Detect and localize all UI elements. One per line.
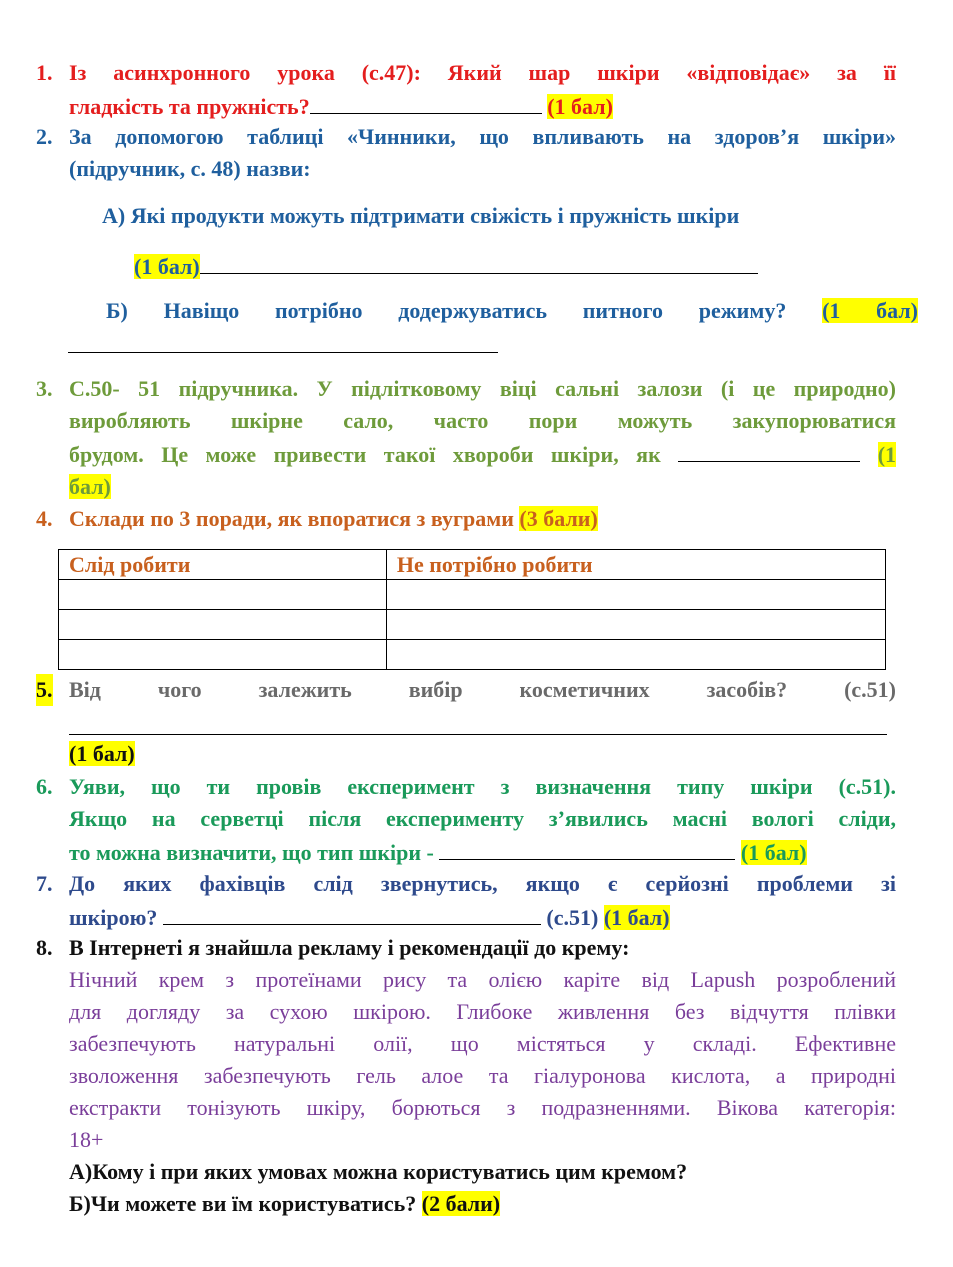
question-5 bbox=[36, 674, 896, 706]
question-8b: Б)Чи можете ви їм користуватись? bbox=[69, 1191, 417, 1216]
question-2 bbox=[36, 121, 896, 185]
question-4 bbox=[36, 503, 896, 535]
ad-line: 18+ bbox=[69, 1127, 104, 1152]
points-badge: (1 бал) bbox=[134, 254, 200, 279]
question-number: 2. bbox=[36, 124, 53, 149]
question-number: 6. bbox=[36, 774, 53, 799]
question-text: Уяви, що ти провів експеримент з визначення типу шкіри (с.51). bbox=[69, 774, 896, 799]
question-8 bbox=[36, 932, 896, 1220]
table-header: Не потрібно робити bbox=[386, 550, 885, 580]
question-number: 5. bbox=[36, 674, 53, 706]
points-badge: (2 бали) bbox=[421, 1191, 501, 1216]
question-number: 3. bbox=[36, 376, 53, 401]
table-row bbox=[59, 610, 886, 640]
answer-blank[interactable] bbox=[200, 249, 758, 274]
answer-blank[interactable] bbox=[68, 328, 498, 353]
question-text: (підручник, с. 48) назви: bbox=[69, 156, 311, 181]
points-badge: (1 бал) bbox=[740, 840, 807, 865]
question-text: Б) Навіщо потрібно додержуватись питного режиму? bbox=[106, 298, 787, 323]
table-header-row bbox=[59, 550, 886, 580]
points-badge: (1 бал) bbox=[69, 741, 135, 766]
question-6 bbox=[36, 771, 896, 869]
table-cell[interactable] bbox=[386, 640, 885, 670]
points-badge: (1 бал) bbox=[822, 298, 918, 323]
points-badge: бал) bbox=[69, 474, 111, 499]
question-5-points bbox=[69, 738, 135, 770]
ad-line: Нічний крем з протеїнами рису та олією каріте від Lapush розроблений bbox=[69, 967, 896, 992]
points-badge: (1 бал) bbox=[547, 94, 613, 119]
question-2a-answer bbox=[134, 249, 758, 283]
question-text: виробляють шкірне сало, часто пори можуть закупорюватися bbox=[69, 408, 896, 433]
ad-line: для догляду за сухою шкірою. Глибоке живлення без відчуття плівки bbox=[69, 999, 896, 1024]
ad-line: зволоження забезпечують гель алое та гіалуронова кислота, а природні bbox=[69, 1063, 896, 1088]
question-text: то можна визначити, що тип шкіри - bbox=[69, 840, 434, 865]
question-2b bbox=[106, 295, 918, 327]
cream-ad-text bbox=[69, 964, 896, 1156]
page-reference: (с.51) bbox=[546, 905, 599, 930]
table-cell[interactable] bbox=[59, 640, 387, 670]
question-7 bbox=[36, 868, 896, 934]
question-text: Склади по 3 поради, як впоратися з вуграми bbox=[69, 506, 514, 531]
points-badge: (3 бали) bbox=[519, 506, 598, 531]
table-row bbox=[59, 640, 886, 670]
question-text: Від чого залежить вибір косметичних засобів? (с.51) bbox=[69, 677, 896, 702]
question-8a: А)Кому і при яких умовах можна користуватись цим кремом? bbox=[69, 1159, 688, 1184]
question-text: За допомогою таблиці «Чинники, що впливають на здоров’я шкіри» bbox=[69, 124, 896, 149]
answer-blank[interactable] bbox=[439, 835, 735, 860]
question-text: брудом. Це може привести такої хвороби шкіри, як bbox=[69, 442, 661, 467]
table-row bbox=[59, 580, 886, 610]
table-header: Слід робити bbox=[59, 550, 387, 580]
table-cell[interactable] bbox=[59, 580, 387, 610]
answer-blank[interactable] bbox=[163, 900, 541, 925]
question-text: В Інтернеті я знайшла рекламу і рекомендації до крему: bbox=[69, 935, 630, 960]
question-2a: А) Які продукти можуть підтримати свіжість і пружність шкіри bbox=[102, 203, 740, 228]
question-text: С.50- 51 підручника. У підлітковому віці сальні залози (і це природно) bbox=[69, 376, 896, 401]
question-number: 4. bbox=[36, 506, 53, 531]
answer-blank[interactable] bbox=[678, 437, 860, 462]
points-badge: (1 бал) bbox=[603, 905, 670, 930]
table-cell[interactable] bbox=[59, 610, 387, 640]
question-text: Якщо на серветці після експерименту з’явились масні вологі сліди, bbox=[69, 806, 896, 831]
table-cell[interactable] bbox=[386, 580, 885, 610]
ad-line: екстракти тонізують шкіру, борються з подразненнями. Вікова категорія: bbox=[69, 1095, 896, 1120]
tips-table bbox=[58, 549, 886, 670]
question-text: До яких фахівців слід звернутись, якщо є серйозні проблеми зі bbox=[69, 871, 896, 896]
question-3 bbox=[36, 373, 896, 503]
answer-blank[interactable] bbox=[69, 710, 887, 735]
question-1 bbox=[36, 57, 896, 123]
question-number: 1. bbox=[36, 60, 53, 85]
question-text: гладкість та пружність? bbox=[69, 94, 310, 119]
question-text: Із асинхронного урока (с.47): Який шар шкіри «відповідає» за її bbox=[69, 60, 896, 85]
table-cell[interactable] bbox=[386, 610, 885, 640]
question-number: 8. bbox=[36, 935, 53, 960]
ad-line: забезпечують натуральні олії, що містяться у складі. Ефективне bbox=[69, 1031, 896, 1056]
question-text: шкірою? bbox=[69, 905, 158, 930]
answer-blank[interactable] bbox=[310, 89, 542, 114]
question-number: 7. bbox=[36, 871, 53, 896]
points-badge: (1 bbox=[877, 442, 897, 467]
